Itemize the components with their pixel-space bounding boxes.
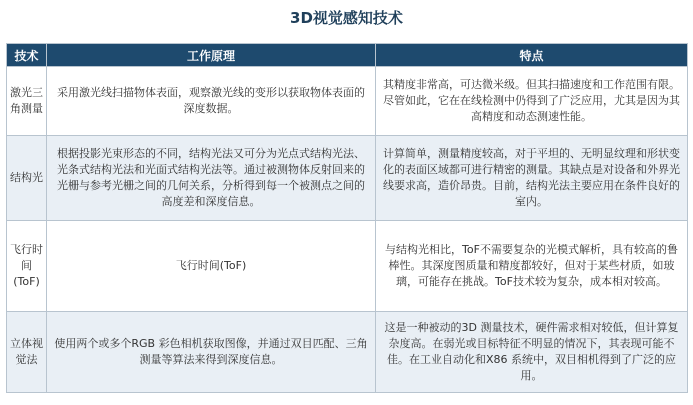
cell-feature: 计算简单，测量精度较高，对于平坦的、无明显纹理和形状变化的表面区域都可进行精密的测量。其缺点是对设备和外界光线要求高，造价昂贵。目前，结构光法主要应用在条件良好的室内。 bbox=[376, 136, 688, 221]
cell-tech: 飞行时间(ToF) bbox=[7, 221, 47, 312]
cell-feature: 与结构光相比，ToF不需要复杂的光模式解析，具有较高的鲁棒性。其深度图质量和精度都较好，但对于某些材质，如玻璃，可能存在挑战。ToF技术较为复杂，成本相对较高。 bbox=[376, 221, 688, 312]
table-header-row bbox=[7, 44, 688, 67]
cell-principle: 使用两个或多个RGB 彩色相机获取图像，并通过双目匹配、三角测量等算法来得到深度信息。 bbox=[47, 312, 376, 393]
table-row bbox=[7, 136, 688, 221]
cell-tech: 激光三角测量 bbox=[7, 67, 47, 136]
cell-feature: 这是一种被动的3D 测量技术，硬件需求相对较低，但计算复杂度高。在弱光或目标特征不明显的情况下，其表现可能不佳。在工业自动化和X86 系统中，双目相机得到了广泛的应用。 bbox=[376, 312, 688, 393]
cell-tech: 立体视觉法 bbox=[7, 312, 47, 393]
page-title: 3D视觉感知技术 bbox=[290, 9, 403, 27]
table-row bbox=[7, 221, 688, 312]
cell-principle: 采用激光线扫描物体表面，观察激光线的变形以获取物体表面的深度数据。 bbox=[47, 67, 376, 136]
header-feature: 特点 bbox=[376, 44, 688, 67]
tech-table bbox=[6, 43, 688, 393]
cell-tech: 结构光 bbox=[7, 136, 47, 221]
header-tech: 技术 bbox=[7, 44, 47, 67]
cell-principle: 根据投影光束形态的不同，结构光法又可分为光点式结构光法、光条式结构光法和光面式结构光法等。通过被测物体反射回来的光栅与参考光栅之间的几何关系，分析得到每一个被测点之间的高度差和深度信息。 bbox=[47, 136, 376, 221]
cell-principle: 飞行时间(ToF) bbox=[47, 221, 376, 312]
cell-feature: 其精度非常高，可达微米级。但其扫描速度和工作范围有限。尽管如此，它在在线检测中仍得到了广泛应用，尤其是因为其高精度和动态测速性能。 bbox=[376, 67, 688, 136]
header-principle: 工作原理 bbox=[47, 44, 376, 67]
table-row bbox=[7, 312, 688, 393]
table-row bbox=[7, 67, 688, 136]
